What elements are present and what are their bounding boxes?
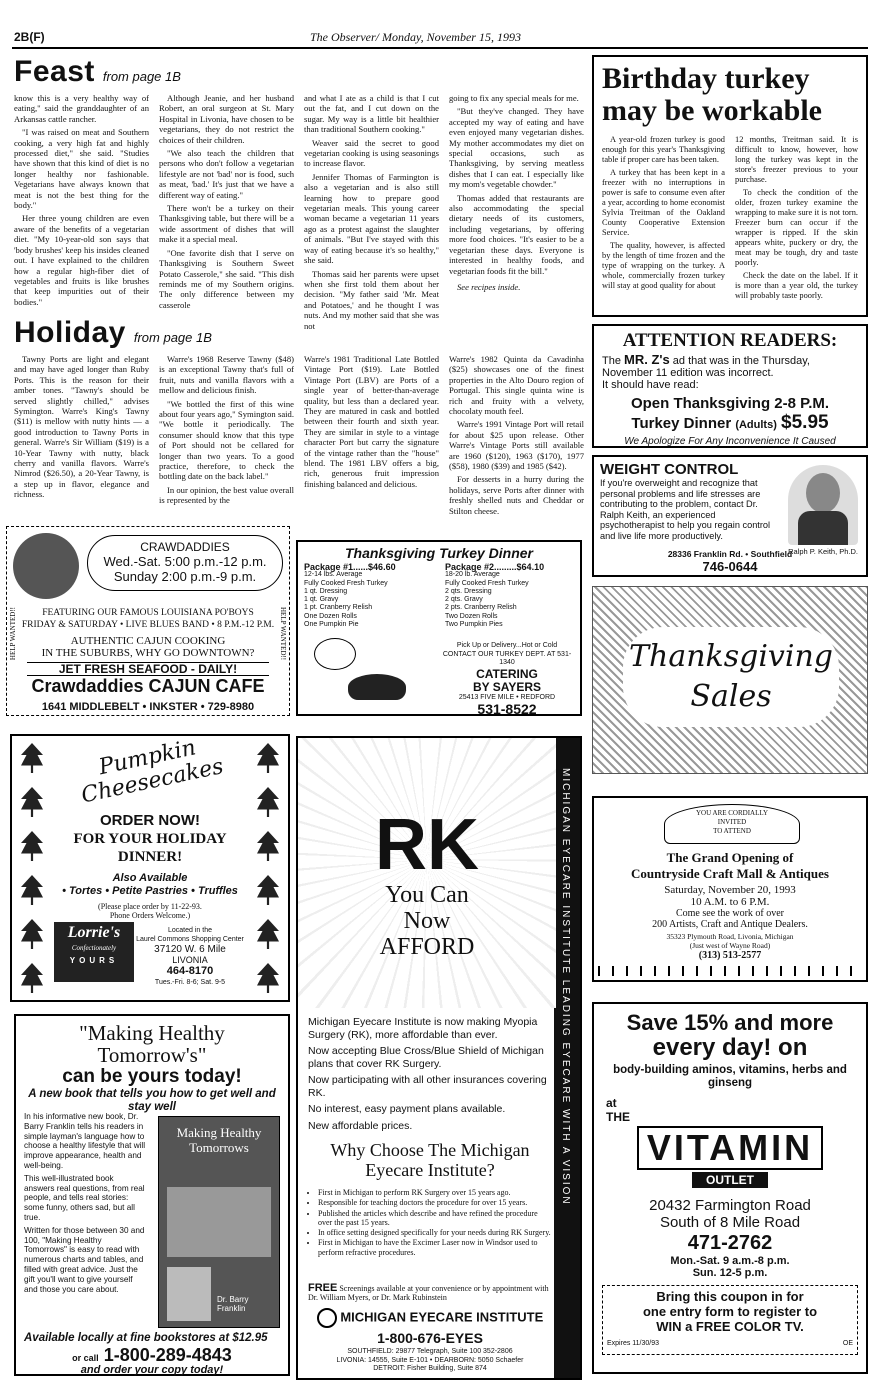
turkey-dinner-label: Turkey Dinner: [631, 415, 732, 432]
sayers-catering: CATERING: [476, 666, 538, 681]
crawdaddies-logo: Crawdaddies CAJUN CAFE: [31, 676, 265, 696]
leaf-border-left: [12, 736, 52, 1000]
rk-eyecare-ad: [296, 736, 582, 1380]
birthday-paragraph: Check the date on the label. If it is more than a year old, the turkey will probably taste poorly.: [735, 271, 858, 300]
leaf-icon: [21, 787, 43, 817]
crawdaddies-seafood: JET FRESH SEAFOOD - DAILY!: [27, 662, 269, 676]
sayers-contact-dept: CONTACT OUR TURKEY DEPT. AT 531-1340: [442, 650, 572, 666]
attention-title: ATTENTION READERS:: [622, 330, 838, 351]
crawdaddies-hours-bubble: [87, 535, 283, 591]
feast-from: from page 1B: [102, 69, 181, 84]
eyecare-sidebar: [554, 738, 580, 1378]
coupon-line-1: Bring this coupon in for: [656, 1289, 804, 1304]
package-item: 2 pts. Cranberry Relish: [445, 604, 517, 612]
lorries-note: [56, 902, 244, 920]
leaf-icon: [21, 875, 43, 905]
leaf-icon: [257, 919, 279, 949]
leaf-icon: [257, 831, 279, 861]
rk-bullet: • First in Michigan to have the Excimer Laser now in Windsor used to perform refractive procedures.: [318, 1238, 552, 1257]
healthy-para: Written for those between 30 and 100, "Making Healthy Tomorrows" is easy to read with numerous charts and tables, and filled with great advice. Just the gift you'll want to give yourself and those you care about.: [24, 1225, 145, 1294]
vitamin-at: at: [606, 1096, 617, 1110]
vitamin-address-1: 20432 Farmington Road: [649, 1197, 811, 1214]
doctor-photo: [788, 465, 858, 545]
eyecare-sidebar-text: MICHIGAN EYECARE INSTITUTE LEADING EYECARE WITH A VISION: [560, 768, 571, 1206]
crawdaddies-hours-sunday: Sunday 2:00 p.m.-9 p.m.: [113, 569, 257, 584]
help-wanted-right: HELP WANTED!!: [279, 607, 287, 661]
birthday-headline: Birthday turkey may be workable: [602, 62, 822, 127]
birthday-turkey-box: [592, 55, 868, 317]
header-rule: [12, 47, 868, 49]
weight-control-ad: [592, 455, 868, 577]
sayers-package-1: [304, 563, 433, 629]
rk-bullet: • First in Michigan to perform RK Surgery over 15 years ago.: [318, 1188, 552, 1197]
package-item: 1 qt. Dressing: [304, 587, 348, 595]
weight-body: If you're overweight and recognize that personal problems and life stresses are contributing to the problem, contact Dr. Ralph Keith, an experienced psychotherapist to help you regain control and live life more productively.: [600, 478, 771, 541]
lorries-hours: Tues.-Fri. 8-6; Sat. 9-5: [154, 979, 226, 986]
healthy-title-2: Tomorrow's": [97, 1043, 207, 1067]
see-recipes: See recipes inside.: [457, 281, 521, 292]
crawdaddies-body: [21, 607, 275, 696]
chef-turkey-illustration: [308, 638, 408, 708]
healthy-sub: A new book that tells you how to get well and stay well: [28, 1088, 276, 1113]
holiday-paragraph: In our opinion, the best value overall is represented by the: [159, 484, 294, 506]
lorries-logo-sub: Confectionately: [71, 944, 117, 952]
grand-come-2: 200 Artists, Craft and Antique Dealers.: [652, 919, 808, 930]
package-1-label: Package #1......: [304, 562, 369, 572]
lorries-order-now: ORDER NOW!: [100, 812, 200, 829]
healthy-call-pre: or call: [72, 1353, 99, 1363]
birthday-paragraph: To check the condition of the older, frozen turkey examine the wrapping to make sure it is not torn. Freezer burn can occur if the wrapper is ripped. If the skin appears white, puckery or dry, the meat may be tough, dry and taste poorly.: [735, 188, 858, 267]
rk-para: No interest, easy payment plans available.: [308, 1103, 506, 1115]
rk-free: [308, 1284, 552, 1303]
sayers-packages: [304, 563, 574, 629]
lorries-phone: 464-8170: [166, 965, 214, 977]
coupon-code: OE: [842, 1340, 853, 1347]
lorries-title: Pumpkin Cheesecakes: [79, 735, 226, 809]
book-cover-photo: [167, 1187, 271, 1257]
adults-label: (Adults): [735, 419, 777, 431]
sayers-pickup: Pick Up or Delivery...Hot or Cold: [456, 642, 558, 649]
package-item: 2 qts. Gravy: [445, 596, 483, 604]
lorries-loc-1: Located in the: [168, 927, 212, 934]
book-cover: [158, 1116, 280, 1328]
attention-brand: MR. Z's: [624, 352, 670, 367]
package-item: 12-14 lbs. Average: [304, 571, 363, 579]
page-folio: 2B(F): [14, 30, 45, 44]
lorries-items: • Tortes • Petite Pastries • Truffles: [62, 885, 238, 897]
lorries-also: [56, 872, 244, 898]
coupon-line-2: one entry form to register to: [642, 1304, 818, 1319]
healthy-para: In his informative new book, Dr. Barry Franklin tells his readers in simple layman's language how to choose a healthy lifestyle that will improve appearance, health and well-being.: [24, 1112, 146, 1170]
lorries-also-available: Also Available: [112, 872, 188, 884]
rk-why: Why Choose The Michigan Eyecare Institute?: [330, 1140, 530, 1180]
grand-cordially: YOU ARE CORDIALLY: [695, 809, 769, 817]
birthday-paragraph: A year-old frozen turkey is good enough for this year's Thanksgiving table if proper care has been taken.: [602, 135, 725, 164]
book-cover-title: Making Healthy Tomorrows: [176, 1125, 262, 1155]
vitamin-logo: [602, 1126, 858, 1189]
feast-paragraph: "We also teach the children that persons who don't follow a vegetarian lifestyle are not 'bad' nor is food, such as meat, 'bad.' It's just that we have a different way of eating.": [159, 148, 294, 200]
holiday-from: from page 1B: [133, 330, 212, 345]
sales-text-panel: [623, 627, 839, 727]
feast-paragraph: going to fix any special meals for me.: [449, 93, 579, 103]
healthy-tomorrows-ad: [14, 1014, 290, 1376]
rk-line-2: Now: [403, 908, 451, 934]
leaf-icon: [21, 963, 43, 993]
thanksgiving-sales-text: Thanksgiving Sales: [629, 639, 833, 714]
sayers-phone: 531-8522: [477, 701, 537, 717]
eyecare-locations: [302, 1348, 558, 1374]
grand-attend: TO ATTEND: [713, 827, 751, 835]
sayers-by: BY SAYERS: [472, 679, 542, 694]
package-item: 1 pt. Cranberry Relish: [304, 604, 373, 612]
holiday-columns: [14, 354, 584, 520]
package-1-price: $46.60: [368, 562, 396, 572]
vitamin-outlet-label: OUTLET: [692, 1172, 768, 1188]
birthday-paragraph: 12 months, Treitman said. It is difficult to know, however, how long the turkey was kept in the store's freezer previous to your purchase.: [735, 135, 858, 184]
leaf-icon: [21, 919, 43, 949]
holiday-paragraph: Warre's 1968 Reserve Tawny ($48) is an exceptional Tawny that's full of fruit, nuts and vanilla flavors with a mellow and delicious finish.: [159, 354, 294, 396]
holiday-title: Holiday: [14, 316, 126, 349]
crawdaddies-hours-weekday: Wed.-Sat. 5:00 p.m.-12 p.m.: [103, 554, 267, 569]
holiday-paragraph: Warre's 1981 Traditional Late Bottled Vintage Port ($19). Late Bottled Vintage Port (LBV) are Ports of a single year of better-than-average quality, but less than a declared year. They are matured in cask and bottled between their fourth and sixth year. They are similar in style to a vintage character Port but carry the signature of the vintage rather than the "house" blend. The 1981 LBV offers a big, rich, generous fruit impression finishing balanced and delicious.: [304, 354, 439, 489]
feast-paragraph: "But they've changed. They have accepted my way of eating and have even enjoyed many vegetarian dishes. My mother accommodates my diet on special occasions, such as Thanksgiving, by serving meatless dishes that I can eat. I especially like my mom's vegetable chowder.": [449, 106, 584, 190]
grand-opening-ad: [592, 796, 868, 982]
holiday-paragraph: Warre's 1991 Vintage Port will retail for about $25 upon release. Other Warre's Vintage Ports still available are 1960 ($120), 1963 ($170), 1977 ($58), 1980 ($39) and 1985 ($42).: [449, 419, 584, 472]
feast-paragraph: There won't be a turkey on their Thanksgiving table, but there will be a wide assortment of dishes that will make it a special meal.: [159, 203, 294, 245]
eyecare-location: SOUTHFIELD: 29877 Telegraph, Suite 100 352-2806: [347, 1348, 513, 1355]
healthy-title-1: "Making Healthy: [79, 1021, 225, 1045]
crawdaddies-suburbs: IN THE SUBURBS, WHY GO DOWNTOWN?: [41, 647, 255, 659]
lorries-note-2: Phone Orders Welcome.): [109, 911, 191, 920]
grand-come-1: Come see the work of over: [675, 908, 785, 919]
vitamin-address-2: South of 8 Mile Road: [659, 1214, 801, 1231]
eyecare-logo: [308, 1308, 552, 1328]
eyecare-phone: 1-800-676-EYES: [377, 1330, 483, 1346]
lorries-location: [136, 926, 244, 987]
vitamin-hours-2: Sun. 12-5 p.m.: [692, 1267, 768, 1279]
leaf-icon: [257, 875, 279, 905]
sayers-title: Thanksgiving Turkey Dinner: [344, 545, 533, 561]
sayers-address: 25413 FIVE MILE • REDFORD: [458, 693, 556, 701]
grand-address: 35323 Plymouth Road, Livonia, Michigan: [666, 932, 794, 941]
feast-story: [14, 55, 584, 331]
crawfish-icon: [13, 533, 79, 599]
crawdaddies-name: CRAWDADDIES: [140, 540, 230, 554]
package-2-price: $64.10: [516, 562, 545, 572]
feast-paragraph: Her three young children are even aware of the benefits of a vegetarian diet. "My 10-year-old son says that 'body brushes' keep his insides cleaned out. I have explained to the children how a regular high-fiber diet of vegetables and fruits is like brushes that keep impurities out of their bodies.": [14, 213, 149, 307]
rk-para: Michigan Eyecare Institute is now making Myopia Surgery (RK), more affordable than ever.: [308, 1016, 538, 1041]
birthday-columns: [602, 135, 858, 304]
birthday-col-2: [735, 135, 858, 304]
leaf-icon: [257, 743, 279, 773]
leaf-border-right: [248, 736, 288, 1000]
feast-col-2: [159, 93, 294, 310]
coupon-line-3: WIN a FREE COLOR TV.: [656, 1319, 804, 1334]
feast-col-1: [14, 93, 149, 305]
holiday-paragraph: "We bottled the first of this wine about four years ago," Symington said. "We bottle it periodically. The consumer should know that this type of Port should not be cellared for longer than two years. To a good practice, therefore, to check the bottling date on the back label.": [159, 398, 294, 482]
rk-bullets: [308, 1188, 552, 1258]
vitamin-phone: 471-2762: [687, 1232, 773, 1254]
crawdaddies-featuring: FEATURING OUR FAMOUS LOUISIANA PO'BOYS: [42, 608, 254, 618]
lorries-logo: [54, 922, 134, 982]
lorries-address: 37120 W. 6 Mile: [154, 944, 226, 955]
crawdaddies-live: FRIDAY & SATURDAY • LIVE BLUES BAND • 8 P.M.-12 P.M.: [21, 620, 275, 630]
sayers-contact: [438, 642, 576, 717]
holiday-col-2: [159, 354, 294, 520]
attention-apology: We Apologize For Any Inconvenience It Caused: [624, 436, 836, 447]
healthy-available: Available locally at fine bookstores at $12.95: [24, 1332, 268, 1344]
page-dateline: The Observer/ Monday, November 15, 1993: [310, 30, 521, 44]
package-2-label: Package #2.........: [445, 562, 517, 572]
rk-free-text: Screenings available at your convenience or by appointment with Dr. William Myers, or Dr. Mark Rubinstein: [308, 1284, 549, 1303]
grand-phone: (313) 513-2577: [698, 950, 762, 961]
package-item: Fully Cooked Fresh Turkey: [304, 579, 388, 587]
feast-paragraph: "I was raised on meat and Southern cooking, a very high fat and highly processed diet," she said. "Studies have shown that this kind of diet is no longer healthy nor fashionable. Vegetarians have always known that meat is not the best thing for the body.": [14, 127, 149, 211]
attention-readers-ad: [592, 324, 868, 448]
lorries-for-holiday: FOR YOUR HOLIDAY: [73, 831, 227, 847]
package-item: Fully Cooked Fresh Turkey: [445, 579, 529, 587]
grand-date: Saturday, November 20, 1993: [664, 884, 796, 896]
author-photo: [167, 1267, 211, 1321]
eyecare-logo-text: MICHIGAN EYECARE INSTITUTE: [340, 1309, 544, 1325]
coupon-expires: Expires 11/30/93: [607, 1340, 660, 1347]
grand-invited: INVITED: [717, 818, 747, 826]
vitamin-save-2: every day! on: [652, 1034, 808, 1061]
help-wanted-left: HELP WANTED!!: [9, 607, 17, 661]
leaf-icon: [21, 831, 43, 861]
feast-col-3: [304, 93, 439, 331]
holiday-paragraph: For desserts in a hurry during the holidays, serve Ports after dinner with freshly shelled nuts and Cheddar or Stilton cheese.: [449, 474, 584, 516]
doctor-caption: Ralph P. Keith, Ph.D.: [788, 547, 858, 556]
feast-paragraph: "One favorite dish that I serve on Thanksgiving is Southern Sweet Potato Casserole," she said. "This dish reminds me of my Southern origins. The only difference between my casserole: [159, 247, 294, 310]
package-item: One Dozen Rolls: [304, 612, 357, 620]
feast-paragraph: know this is a very healthy way of eating," said the granddaughter of an Arkansas cattle rancher.: [14, 93, 149, 124]
leaf-icon: [21, 743, 43, 773]
lorries-dinner: DINNER!: [117, 849, 183, 865]
lorries-note-1: (Please place order by 11-22-93.: [98, 902, 202, 911]
eye-icon: [317, 1308, 337, 1328]
rk-bullet: • Published the articles which describe and have refined the procedure over the past 15 years.: [318, 1209, 552, 1228]
attention-open: Open Thanksgiving 2-8 P.M.: [630, 395, 830, 412]
crawdaddies-ad: [6, 526, 290, 716]
package-item: Two Pumpkin Pies: [445, 621, 503, 629]
book-author: Dr. Barry Franklin: [217, 1295, 249, 1313]
package-item: 1 qt. Gravy: [304, 596, 339, 604]
lorries-order: [56, 812, 244, 866]
rk-line-3: AFFORD: [379, 934, 475, 960]
healthy-body: [24, 1112, 146, 1294]
rk-headline: [298, 805, 556, 960]
vitamin-outlet-ad: [592, 1002, 868, 1374]
feast-paragraph: Thomas added that restaurants are also accommodating the special dietary needs of its customers, including vegetarians, by offering more food choices. "It's easier to be a vegetarian these days. Everyone is interested in healthy foods, and vegetarian foods fit the bill.": [449, 192, 584, 276]
vitamin-sub: body-building aminos, vitamins, herbs and ginseng: [613, 1064, 847, 1089]
lorries-yours: YOURS: [69, 956, 119, 965]
grand-body: [602, 850, 858, 961]
healthy-order: and order your copy today!: [80, 1364, 224, 1376]
healthy-phone: 1-800-289-4843: [103, 1345, 232, 1365]
fence-border: [598, 966, 862, 976]
rk-line-1: You Can: [385, 882, 469, 908]
package-item: Two Dozen Rolls: [445, 612, 498, 620]
attention-should: It should have read:: [602, 379, 699, 391]
weight-title: WEIGHT CONTROL: [600, 461, 739, 478]
vitamin-address: [602, 1197, 858, 1231]
weight-phone: 746-0644: [702, 559, 758, 574]
package-item: 2 qts. Dressing: [445, 587, 492, 595]
holiday-col-4: [449, 354, 584, 520]
birthday-paragraph: A turkey that has been kept in a freezer with no interruptions in power is safe to consume even after a year, according to home economist Sylvia Treitman of the Oakland County Cooperative Extension Service.: [602, 168, 725, 237]
grand-time: 10 A.M. to 6 P.M.: [690, 896, 770, 908]
feast-columns: [14, 93, 584, 331]
grand-title-1: The Grand Opening of: [666, 850, 794, 865]
grand-west: (Just west of Wayne Road): [689, 941, 771, 950]
grand-title-2: Countryside Craft Mall & Antiques: [631, 866, 829, 881]
feast-paragraph: Jennifer Thomas of Farmington is also a vegetarian and is also still learning how to prepare good vegetarian meals. This young career woman became a vegetarian 11 years ago as a protest against the slaughter of animals. "But I've stayed with this way of eating because it's so healthy," she said.: [304, 171, 439, 266]
lorries-city: LIVONIA: [172, 955, 208, 965]
invited-banner: [664, 804, 800, 844]
vitamin-save-1: Save 15% and more: [626, 1010, 834, 1035]
sayers-package-2: [445, 563, 574, 629]
sayers-catering-ad: [296, 540, 582, 716]
attention-turkey: [602, 412, 858, 434]
healthy-title-3: can be yours today!: [62, 1066, 242, 1087]
vitamin-hours-1: Mon.-Sat. 9 a.m.-8 p.m.: [670, 1255, 790, 1267]
vitamin-the: THE: [606, 1110, 630, 1124]
feast-col-4: [449, 93, 584, 305]
vitamin-hours: [602, 1255, 858, 1279]
healthy-para: This well-illustrated book answers real questions, from real people, and tells real stories: some funny, others sad, but all true.: [24, 1173, 145, 1222]
rk-big: RK: [375, 805, 479, 885]
feast-paragraph: Weaver said the secret to good vegetarian cooking is using seasonings to increase flavor.: [304, 137, 439, 169]
vitamin-save: [602, 1010, 858, 1060]
holiday-col-1: [14, 354, 149, 520]
lorries-ad: [10, 734, 290, 1002]
package-item: One Pumpkin Pie: [304, 621, 359, 629]
lorries-loc-2: Laurel Commons Shopping Center: [136, 936, 244, 943]
turkey-price: $5.95: [781, 412, 829, 433]
eyecare-location: LIVONIA: 14555, Suite E-101 • DEARBORN: 5050 Schaefer: [336, 1356, 524, 1364]
birthday-paragraph: The quality, however, is affected by the length of time frozen and the type of wrapping on the turkey. A whole, commercially frozen turkey will stay at good quality for about: [602, 241, 725, 290]
feast-title: Feast: [14, 55, 95, 88]
leaf-icon: [257, 963, 279, 993]
rk-para: New affordable prices.: [308, 1119, 413, 1132]
crawdaddies-authentic: AUTHENTIC CAJUN COOKING: [70, 635, 226, 647]
eyecare-location: DETROIT: Fisher Building, Suite 874: [373, 1365, 487, 1372]
holiday-paragraph: Tawny Ports are light and elegant and may have aged longer than Ruby Ports. This is the reason for their amber tones. "Tawny's should be served slightly chilled," advises Symington. Warre's King's Tawny ($11) is mellow with nutty hints — a good introduction to Tawny Ports in general. Warre's Sir William ($19) is a 10-Year Tawny with nutty, black cherry and vanilla flavors. Warre's Nimrod ($26.50), a 20-Year Tawny, is a step up in flavor, elegance and richness.: [14, 354, 149, 500]
vitamin-coupon[interactable]: [602, 1285, 858, 1355]
rk-para: Now participating with all other insurances covering RK.: [308, 1074, 547, 1099]
rk-free-label: FREE: [308, 1282, 338, 1294]
rk-para: Now accepting Blue Cross/Blue Shield of Michigan plans that cover RK Surgery.: [308, 1045, 544, 1070]
holiday-story: [14, 316, 584, 520]
attention-line1-pre: The: [602, 355, 621, 367]
attention-notice: [602, 354, 858, 379]
rk-bullet: • In office setting designed specifically for your needs during RK Surgery.: [318, 1228, 552, 1237]
crawdaddies-address: 1641 MIDDLEBELT • INKSTER • 729-8980: [41, 701, 255, 713]
thanksgiving-sales-ad: [592, 586, 868, 774]
feast-paragraph: Thomas said her parents were upset when she first told them about her decision. "My father said 'Mr. Meat and Potatoes,' and he thought I was nuts. And my mother said that she was not: [304, 268, 439, 331]
vitamin-logo-text: VITAMIN: [637, 1126, 823, 1170]
healthy-title: [24, 1022, 280, 1066]
lorries-logo-text: Lorrie's: [67, 924, 121, 941]
attention-line1-post: ad that was in the Thursday, November 11 edition was incorrect.: [602, 355, 810, 379]
birthday-col-1: [602, 135, 725, 304]
package-item: 18-20 lb. Average: [445, 571, 500, 579]
holiday-col-3: [304, 354, 439, 520]
holiday-paragraph: Warre's 1982 Quinta da Cavadinha ($25) showcases one of the finest properties in the Alto Douro region of Portugal. This single quinta wine is rich and fruity with a velvety, chocolaty mouth feel.: [449, 354, 584, 417]
feast-paragraph: and what I ate as a child is that I cut out the fat, and I cut down on the sugar. My way is a little bit healthier than traditional Southern cooking.": [304, 93, 439, 135]
feast-paragraph: Although Jeanie, and her husband Robert, an oral surgeon at St. Mary Hospital in Livonia, have chosen to be vegetarians, they do not restrict the choices of their children.: [159, 93, 294, 145]
leaf-icon: [257, 787, 279, 817]
rk-bullet: • Responsible for teaching doctors the procedure for over 15 years.: [318, 1198, 552, 1207]
rk-body: [308, 1016, 552, 1136]
weight-address: 28336 Franklin Rd. • Southfield: [667, 549, 793, 559]
